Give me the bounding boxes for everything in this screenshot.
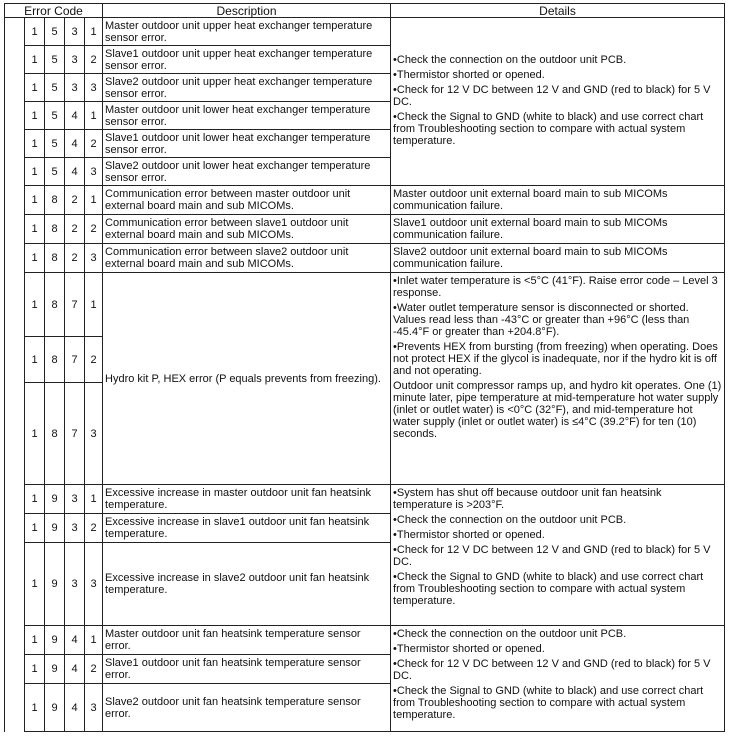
code-digit: 3 xyxy=(85,244,103,273)
code-digit: 9 xyxy=(45,626,65,655)
code-digit: 4 xyxy=(65,626,85,655)
details-bullet: • Check the Signal to GND (white to black) and use correct chart from Troubleshooting section to compare with actual system temperature. xyxy=(393,111,722,147)
details-paragraph: Outdoor unit compressor ramps up, and hydro kit operates. One (1) minute later, pipe temperature at mid-temperature hot water supply (inlet or outlet water) is <0°C (32°F), and mid-temperature hot water supply (inlet or outlet water) is ≤4°C (39.2°F) for ten (10) seconds. xyxy=(393,380,722,440)
row-description: Slave1 outdoor unit upper heat exchanger temperature sensor error. xyxy=(103,46,391,74)
row-description: Slave2 outdoor unit upper heat exchanger temperature sensor error. xyxy=(103,74,391,102)
code-digit: 1 xyxy=(85,18,103,46)
code-digit: 1 xyxy=(25,102,45,130)
code-digit: 5 xyxy=(45,18,65,46)
code-digit: 7 xyxy=(65,383,85,485)
code-digit: 4 xyxy=(65,158,85,186)
code-digit: 7 xyxy=(65,273,85,337)
code-digit: 3 xyxy=(65,74,85,102)
table-row xyxy=(5,186,725,215)
indent-column xyxy=(5,18,25,732)
code-digit: 1 xyxy=(25,215,45,244)
row-description: Slave1 outdoor unit fan heatsink temperature sensor error. xyxy=(103,655,391,684)
row-description: Slave2 outdoor unit lower heat exchanger temperature sensor error. xyxy=(103,158,391,186)
details-bullet: • Check for 12 V DC between 12 V and GND (red to black) for 5 V DC. xyxy=(393,544,722,568)
details-bullet: • Thermistor shorted or opened. xyxy=(393,643,722,655)
code-digit: 9 xyxy=(45,684,65,732)
details-bullet: • Thermistor shorted or opened. xyxy=(393,69,722,81)
code-digit: 1 xyxy=(85,186,103,215)
details-bullet: • Check the connection on the outdoor unit PCB. xyxy=(393,628,722,640)
code-digit: 9 xyxy=(45,543,65,626)
code-digit: 8 xyxy=(45,215,65,244)
code-digit: 1 xyxy=(25,485,45,514)
details-bullet: • Thermistor shorted or opened. xyxy=(393,529,722,541)
details-bullet: • Water outlet temperature sensor is disconnected or shorted. Values read less than -43°C or greater than +96°C (less than -45.4°F or greater than +204.8°F). xyxy=(393,302,722,338)
table-row xyxy=(5,273,725,337)
code-digit: 4 xyxy=(65,130,85,158)
code-digit: 1 xyxy=(25,74,45,102)
details-bullet: • System has shut off because outdoor unit fan heatsink temperature is >203°F. xyxy=(393,487,722,511)
code-digit: 1 xyxy=(25,130,45,158)
code-digit: 3 xyxy=(65,485,85,514)
table-row xyxy=(5,626,725,655)
details-bullet: • Check for 12 V DC between 12 V and GND (red to black) for 5 V DC. xyxy=(393,658,722,682)
table-header xyxy=(5,4,725,18)
row-description: Slave1 outdoor unit lower heat exchanger temperature sensor error. xyxy=(103,130,391,158)
code-digit: 1 xyxy=(25,158,45,186)
code-digit: 1 xyxy=(25,18,45,46)
table-row xyxy=(5,485,725,514)
header-description: Description xyxy=(103,4,391,18)
code-digit: 7 xyxy=(65,337,85,383)
code-digit: 3 xyxy=(65,514,85,543)
code-digit: 3 xyxy=(85,158,103,186)
details-bullet: • Check the connection on the outdoor unit PCB. xyxy=(393,514,722,526)
code-digit: 8 xyxy=(45,244,65,273)
code-digit: 2 xyxy=(65,186,85,215)
code-digit: 1 xyxy=(25,626,45,655)
details-bullet: • Check the Signal to GND (white to black) and use correct chart from Troubleshooting section to compare with actual system temperature. xyxy=(393,571,722,607)
code-digit: 8 xyxy=(45,186,65,215)
details-bullet: • Check the Signal to GND (white to black) and use correct chart from Troubleshooting section to compare with actual system temperature. xyxy=(393,685,722,721)
row-description: Communication error between master outdoor unit external board main and sub MICOMs. xyxy=(103,186,391,215)
details-bullet: • Check the connection on the outdoor unit PCB. xyxy=(393,54,722,66)
row-description: Master outdoor unit lower heat exchanger temperature sensor error. xyxy=(103,102,391,130)
code-digit: 9 xyxy=(45,514,65,543)
details-bullet: • Check for 12 V DC between 12 V and GND (red to black) for 5 V DC. xyxy=(393,84,722,108)
group-187-details xyxy=(391,273,725,485)
row-details: Master outdoor unit external board main to sub MICOMs communication failure. xyxy=(391,186,725,215)
code-digit: 2 xyxy=(65,244,85,273)
group-193-details xyxy=(391,485,725,626)
row-description: Master outdoor unit upper heat exchanger temperature sensor error. xyxy=(103,18,391,46)
code-digit: 5 xyxy=(45,158,65,186)
header-error-code: Error Code xyxy=(5,4,103,18)
code-digit: 5 xyxy=(45,46,65,74)
code-digit: 4 xyxy=(65,655,85,684)
code-digit: 5 xyxy=(45,102,65,130)
code-digit: 1 xyxy=(85,102,103,130)
code-digit: 5 xyxy=(45,74,65,102)
row-description: Excessive increase in master outdoor unit fan heatsink temperature. xyxy=(103,485,391,514)
row-description: Communication error between slave2 outdoor unit external board main and sub MICOMs. xyxy=(103,244,391,273)
code-digit: 1 xyxy=(85,273,103,337)
code-digit: 1 xyxy=(25,46,45,74)
code-digit: 4 xyxy=(65,684,85,732)
code-digit: 3 xyxy=(85,684,103,732)
code-digit: 9 xyxy=(45,655,65,684)
code-digit: 1 xyxy=(25,655,45,684)
code-digit: 8 xyxy=(45,337,65,383)
code-digit: 2 xyxy=(85,655,103,684)
code-digit: 3 xyxy=(85,383,103,485)
code-digit: 3 xyxy=(65,46,85,74)
group-194-details xyxy=(391,626,725,732)
code-digit: 8 xyxy=(45,273,65,337)
code-digit: 1 xyxy=(85,626,103,655)
code-digit: 1 xyxy=(25,244,45,273)
code-digit: 1 xyxy=(85,485,103,514)
table-row xyxy=(5,244,725,273)
code-digit: 3 xyxy=(65,18,85,46)
code-digit: 1 xyxy=(25,273,45,337)
code-digit: 4 xyxy=(65,102,85,130)
code-digit: 2 xyxy=(85,46,103,74)
row-description: Slave2 outdoor unit fan heatsink temperature sensor error. xyxy=(103,684,391,732)
code-digit: 2 xyxy=(85,215,103,244)
code-digit: 1 xyxy=(25,514,45,543)
code-digit: 2 xyxy=(85,130,103,158)
code-digit: 1 xyxy=(25,383,45,485)
code-digit: 2 xyxy=(65,215,85,244)
code-digit: 2 xyxy=(85,337,103,383)
code-digit: 1 xyxy=(25,684,45,732)
code-digit: 3 xyxy=(65,543,85,626)
row-description: Excessive increase in slave1 outdoor unit fan heatsink temperature. xyxy=(103,514,391,543)
group-153-details xyxy=(391,18,725,186)
code-digit: 1 xyxy=(25,543,45,626)
row-details: Slave2 outdoor unit external board main to sub MICOMs communication failure. xyxy=(391,244,725,273)
code-digit: 9 xyxy=(45,485,65,514)
code-digit: 8 xyxy=(45,383,65,485)
row-description: Communication error between slave1 outdoor unit external board main and sub MICOMs. xyxy=(103,215,391,244)
row-description: Excessive increase in slave2 outdoor unit fan heatsink temperature. xyxy=(103,543,391,626)
code-digit: 3 xyxy=(85,543,103,626)
code-digit: 2 xyxy=(85,514,103,543)
details-bullet: • Inlet water temperature is <5°C (41°F). Raise error code – Level 3 response. xyxy=(393,275,722,299)
code-digit: 1 xyxy=(25,337,45,383)
code-digit: 5 xyxy=(45,130,65,158)
code-digit: 1 xyxy=(25,186,45,215)
header-details: Details xyxy=(391,4,725,18)
details-bullet: • Prevents HEX from bursting (from freezing) when operating. Does not protect HEX if the glycol is inadequate, nor if the hydro kit is off and not operating. xyxy=(393,341,722,377)
table-row xyxy=(5,215,725,244)
table-row xyxy=(5,18,725,46)
group-187-description: Hydro kit P, HEX error (P equals prevents from freezing). xyxy=(103,273,391,485)
row-details: Slave1 outdoor unit external board main to sub MICOMs communication failure. xyxy=(391,215,725,244)
row-description: Master outdoor unit fan heatsink temperature sensor error. xyxy=(103,626,391,655)
error-code-table xyxy=(4,3,725,732)
code-digit: 3 xyxy=(85,74,103,102)
